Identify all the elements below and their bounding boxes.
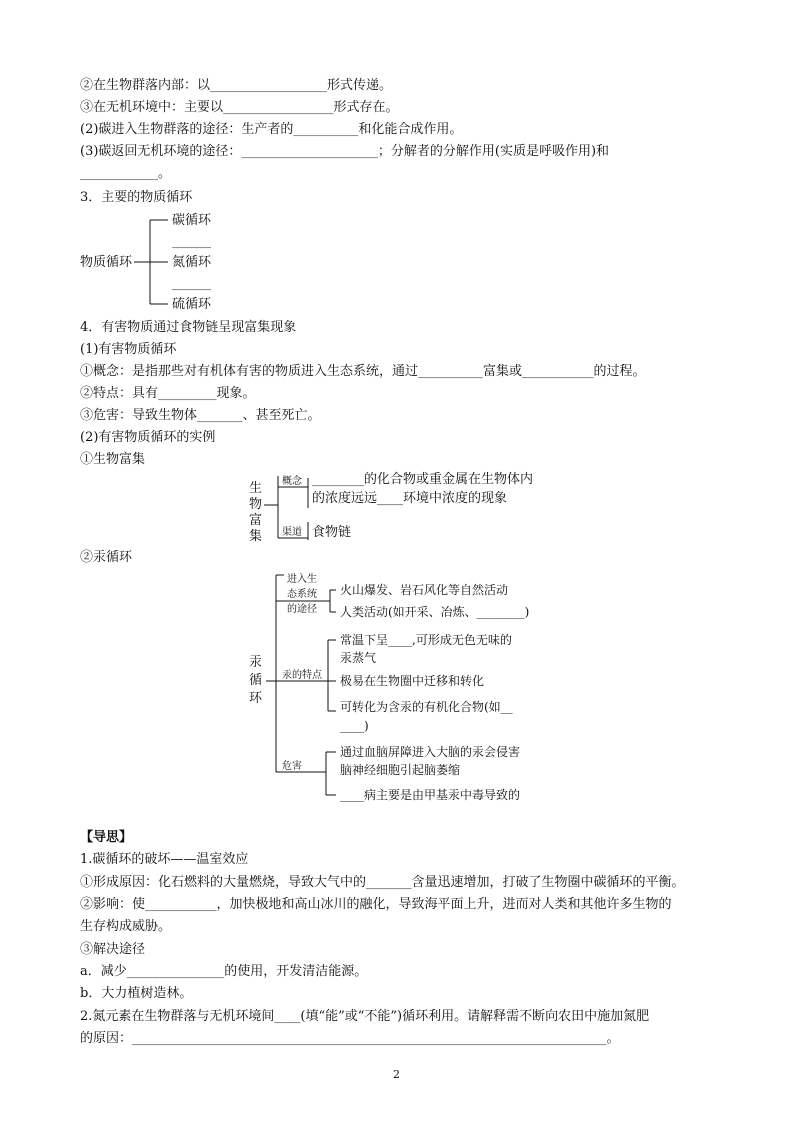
channel-label: 渠道 [282, 527, 302, 538]
bioaccum-root-char: 生 [249, 481, 263, 496]
text-line: ③在无机环境中：主要以_________________形式存在。 [80, 100, 399, 115]
bioaccum-root-char: 集 [249, 529, 263, 544]
text-line: 2.氮元素在生物群落与无机环境间____(填“能”或“不能”)循环利用。请解释需不断向农田中施加氮肥 [80, 1009, 650, 1024]
branch3-label: 危害 [282, 761, 302, 772]
text-line: 生存构成威胁。 [80, 919, 172, 934]
mercury-root-char: 汞 [249, 655, 263, 670]
branch2-item: 常温下呈____,可形成无色无味的 [340, 633, 512, 647]
section-heading: 【导思】 [80, 830, 133, 845]
text-line: ____________。 [80, 166, 172, 181]
cycle-item: 硫循环 [172, 297, 212, 312]
cycle-item: 碳循环 [172, 213, 212, 228]
bioaccum-root-char: 物 [249, 497, 263, 512]
branch2-label: 汞的特点 [282, 670, 322, 681]
text-line: (2)有害物质循环的实例 [80, 430, 216, 445]
mercury-root-char: 环 [249, 691, 263, 706]
channel-text: 食物链 [312, 525, 352, 540]
section-heading: 4．有害物质通过食物链呈现富集现象 [80, 320, 297, 335]
text-line: (3)碳返回无机环境的途径：_____________________；分解者的分解作用(实质是呼吸作用)和 [80, 144, 610, 159]
text-line: 的原因：_________________________________________________________________________。 [80, 1031, 620, 1046]
text-line: ①形成原因：化石燃料的大量燃烧，导致大气中的_______含量迅速增加，打破了生物圈中碳循环的平衡。 [80, 875, 685, 890]
section-heading: 3．主要的物质循环 [80, 190, 193, 205]
cycle-item: 氮循环 [172, 255, 212, 270]
branch1-item: 人类活动(如开采、冶炼、________) [340, 605, 530, 619]
text-line: b．大力植树造林。 [80, 986, 193, 1001]
text-line: ①概念：是指那些对有机体有害的物质进入生态系统，通过__________富集或___________的过程。 [80, 364, 646, 379]
branch2-item: ____) [340, 719, 369, 733]
branch3-item: 通过血脑屏障进入大脑的汞会侵害 [340, 745, 521, 759]
text-line: ②在生物群落内部：以__________________形式传递。 [80, 78, 393, 93]
text-line: (1)有害物质循环 [80, 342, 177, 357]
branch1-label: 态系统 [287, 589, 317, 600]
branch1-label: 的途径 [287, 604, 317, 615]
text-line: ③危害：导致生物体_______、甚至死亡。 [80, 408, 321, 423]
text-line: ①生物富集 [80, 452, 146, 467]
branch1-label: 进入生 [287, 574, 317, 585]
branch3-item: 脑神经细胞引起脑萎缩 [340, 763, 461, 777]
branch1-item: 火山爆发、岩石风化等自然活动 [340, 583, 509, 597]
text-line: a．减少_______________的使用，开发清洁能源。 [80, 964, 368, 979]
mercury-root-char: 循 [249, 673, 263, 688]
cycle-item: ______ [172, 234, 211, 249]
branch2-item: 可转化为含汞的有机化合物(如__ [340, 700, 513, 714]
page-number: 2 [393, 1068, 400, 1081]
text-line: (2)碳进入生物群落的途径：生产者的__________和化能合成作用。 [80, 122, 463, 137]
concept-text: ________的化合物或重金属在生物体内 [312, 472, 534, 487]
concept-label: 概念 [282, 476, 302, 487]
text-line: 1.碳循环的破坏——温室效应 [80, 852, 249, 867]
concept-text: 的浓度远远____环境中浓度的现象 [312, 491, 508, 506]
branch3-item: ____病主要是由甲基汞中毒导致的 [340, 788, 521, 802]
cycle-item: ______ [172, 276, 211, 291]
cycle-root: 物质循环 [80, 255, 133, 270]
text-line: ②影响：使___________，加快极地和高山冰川的融化，导致海平面上升，进而对人类和其他许多生物的 [80, 897, 672, 912]
text-line: ②汞循环 [80, 550, 133, 565]
text-line: ③解决途径 [80, 942, 146, 957]
branch2-item: 极易在生物圈中迁移和转化 [340, 674, 485, 688]
text-line: ②特点：具有_________现象。 [80, 386, 256, 401]
branch2-item: 汞蒸气 [340, 651, 377, 665]
bioaccum-root-char: 富 [249, 513, 263, 528]
